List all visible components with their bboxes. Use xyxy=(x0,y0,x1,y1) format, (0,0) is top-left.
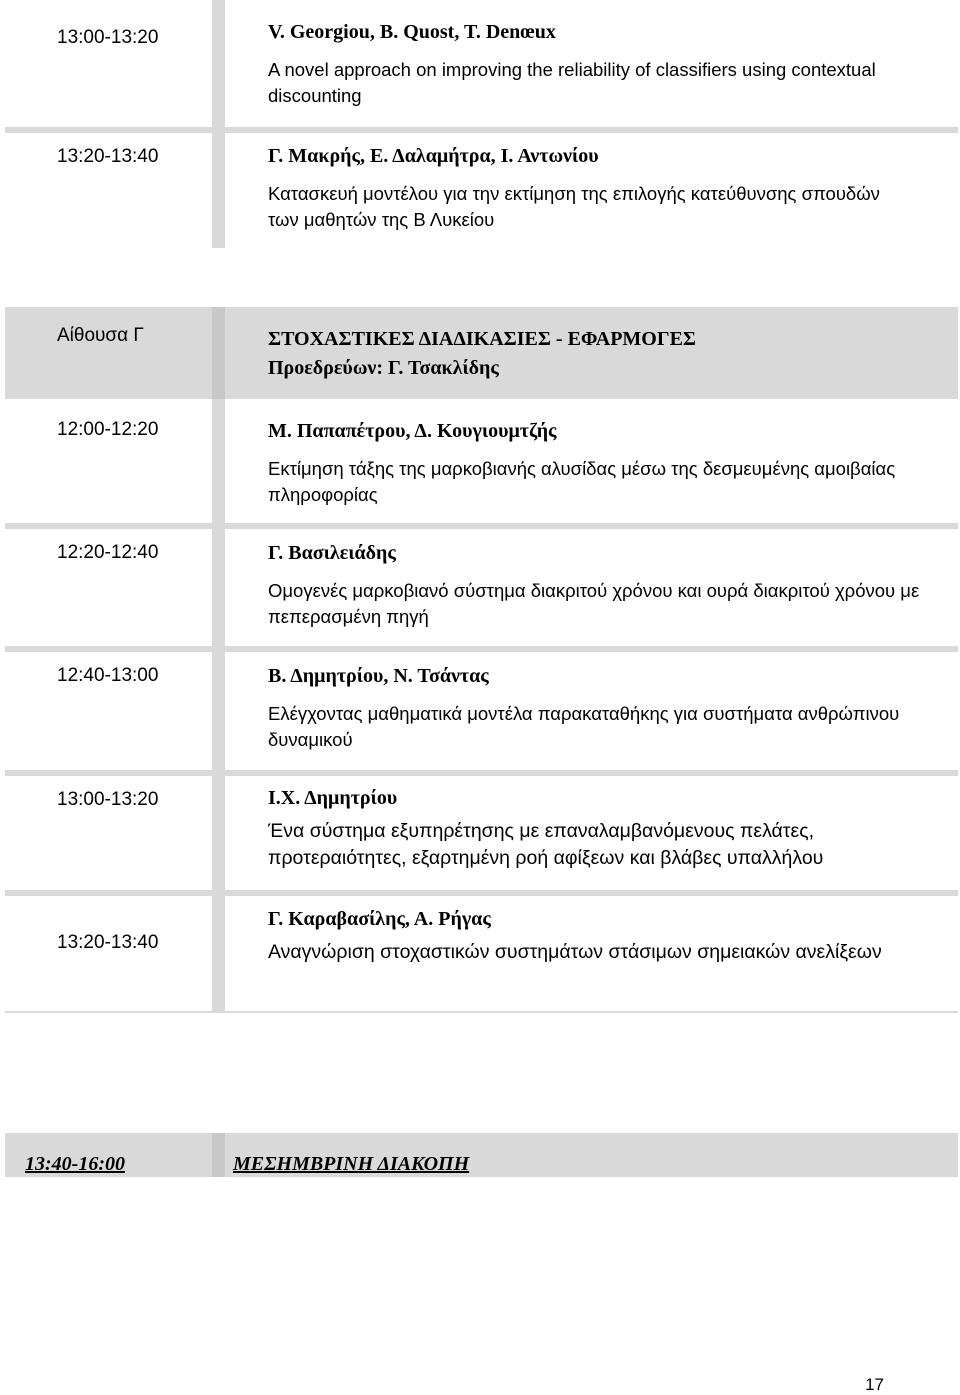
talk-time: 12:20-12:40 xyxy=(57,542,159,563)
talk-row xyxy=(5,133,958,248)
talk-authors: Ι.Χ. Δημητρίου xyxy=(268,787,398,809)
talk-row xyxy=(5,776,958,896)
column-divider xyxy=(212,776,225,896)
column-divider xyxy=(212,896,225,1013)
talk-title: Ένα σύστημα εξυπηρέτησης με επαναλαμβανόμενους πελάτες, προτεραιότητες, εξαρτημένη ροή αφίξεων και βλάβες υπαλλήλου xyxy=(268,820,824,869)
talk-authors: Γ. Καραβασίλης, Α. Ρήγας xyxy=(268,908,491,930)
break-time: 13:40-16:00 xyxy=(25,1153,125,1175)
talk-row xyxy=(5,399,958,529)
talk-time: 12:00-12:20 xyxy=(57,419,159,440)
talk-row xyxy=(5,896,958,1013)
talk-authors: Β. Δημητρίου, Ν. Τσάντας xyxy=(268,665,489,687)
session-chairs: Προεδρεύων: Γ. Τσακλίδης xyxy=(268,357,499,379)
session-room: Αίθουσα Γ xyxy=(57,325,144,346)
column-divider xyxy=(212,1133,225,1177)
talk-title: Εκτίμηση τάξης της μαρκοβιανής αλυσίδας μέσω της δεσμευμένης αμοιβαίας πληροφορίας xyxy=(268,458,896,505)
talk-title: Ελέγχοντας μαθηματικά μοντέλα παρακαταθήκης για συστήματα ανθρώπινου δυναμικού xyxy=(268,703,900,750)
column-divider xyxy=(212,399,225,529)
talk-authors: V. Georgiou, B. Quost, T. Denœux xyxy=(268,21,556,43)
column-divider xyxy=(212,652,225,776)
talk-time: 13:00-13:20 xyxy=(57,27,159,48)
talk-row xyxy=(5,0,958,133)
talk-authors: Γ. Μακρής, Ε. Δαλαμήτρα, Ι. Αντωνίου xyxy=(268,145,599,167)
column-divider xyxy=(212,133,225,248)
talk-time: 12:40-13:00 xyxy=(57,665,159,686)
session-title: ΣΤΟΧΑΣΤΙΚΕΣ ΔΙΑΔΙΚΑΣΙΕΣ - ΕΦΑΡΜΟΓΕΣ xyxy=(268,328,697,350)
talk-row xyxy=(5,529,958,652)
talk-time: 13:20-13:40 xyxy=(57,146,159,167)
talk-title: Ομογενές μαρκοβιανό σύστημα διακριτού χρόνου και ουρά διακριτού χρόνου με πεπερασμένη πηγή xyxy=(268,580,920,627)
talk-title: Κατασκευή μοντέλου για την εκτίμηση της επιλογής κατεύθυνσης σπουδών των μαθητών της Β Λυκείου xyxy=(268,183,880,230)
column-divider xyxy=(212,0,225,133)
talk-authors: Γ. Βασιλειάδης xyxy=(268,542,396,564)
talk-time: 13:00-13:20 xyxy=(57,789,159,810)
break-label: ΜΕΣΗΜΒΡΙΝΗ ΔΙΑΚΟΠΗ xyxy=(233,1153,470,1175)
session-header xyxy=(5,307,958,399)
lunch-break-row xyxy=(5,1133,958,1177)
talk-title: A novel approach on improving the reliability of classifiers using contextual discounting xyxy=(268,59,876,106)
column-divider xyxy=(212,307,225,399)
talk-authors: Μ. Παπαπέτρου, Δ. Κουγιουμτζής xyxy=(268,420,557,442)
talk-time: 13:20-13:40 xyxy=(57,932,159,953)
row-separator xyxy=(5,1011,958,1013)
page-number: 17 xyxy=(865,1375,884,1394)
column-divider xyxy=(212,529,225,652)
talk-title: Αναγνώριση στοχαστικών συστημάτων στάσιμων σημειακών ανελίξεων xyxy=(268,941,882,963)
session-title-block xyxy=(268,325,696,383)
talk-row xyxy=(5,652,958,776)
